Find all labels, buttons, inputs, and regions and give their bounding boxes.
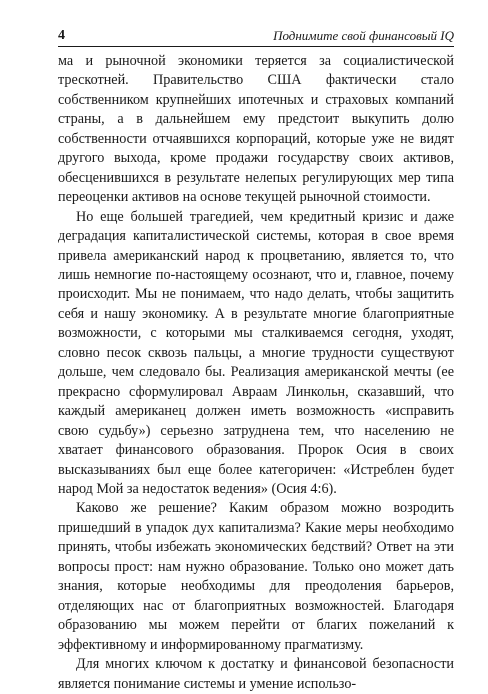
paragraph: Каково же решение? Каким образом можно возродить пришедший в упадок дух капитализма? Какие меры необходимо принять, чтобы избежать экономических бедствий? Ответ на эти вопросы прост: нам нужно образование. Только оно может дать знания, которые необходимы для преодоления барьеров, отделяющих нас от благоприятных возможностей. Благодаря образованию мы можем перейти от благих пожеланий к эффективному и информированному прагматизму. <box>58 500 454 653</box>
paragraph: Для многих ключом к достатку и финансовой безопасности является понимание системы и умение использо- <box>58 656 454 692</box>
page-number: 4 <box>58 28 65 43</box>
running-header-title: Поднимите свой финансовый IQ <box>273 28 454 43</box>
running-header <box>58 26 454 47</box>
body-text <box>58 52 454 694</box>
paragraph: Но еще большей трагедией, чем кредитный кризис и даже деградация капиталистической системы, которая в свое время привела американский народ к процветанию, является то, что лишь немногие по-настоящему осознают, что и, главное, почему происходит. Мы не понимаем, что надо делать, чтобы защитить себя и нашу экономику. А в результате многие благоприятные возможности, с которыми мы сталкиваемся сегодня, уходят, словно песок сквозь пальцы, а многие трудности существуют дольше, чем следовало бы. Реализация американской мечты (ее прекрасно сформулировал Авраам Линкольн, сказавший, что каждый американец должен иметь возможность «исправить свою судьбу») серьезно затруднена тем, что населению не хватает финансового образования. Пророк Осия в своих высказываниях был еще более категоричен: «Истреблен будет народ Мой за недостаток ведения» (Осия 4:6). <box>58 208 454 497</box>
paragraph-continued: ма и рыночной экономики теряется за социалистической трескотней. Правительство США фактически стало собственником крупнейших ипотечных и страховых компаний страны, а в дальнейшем ему предстоит выкупить долю собственности отчаявшихся корпораций, которые уже не видят другого выхода, кроме продажи государству своих активов, обесценившихся в результате нелепых регулирующих мер типа переоценки активов на основе текущей рыночной стоимости. <box>58 53 454 206</box>
